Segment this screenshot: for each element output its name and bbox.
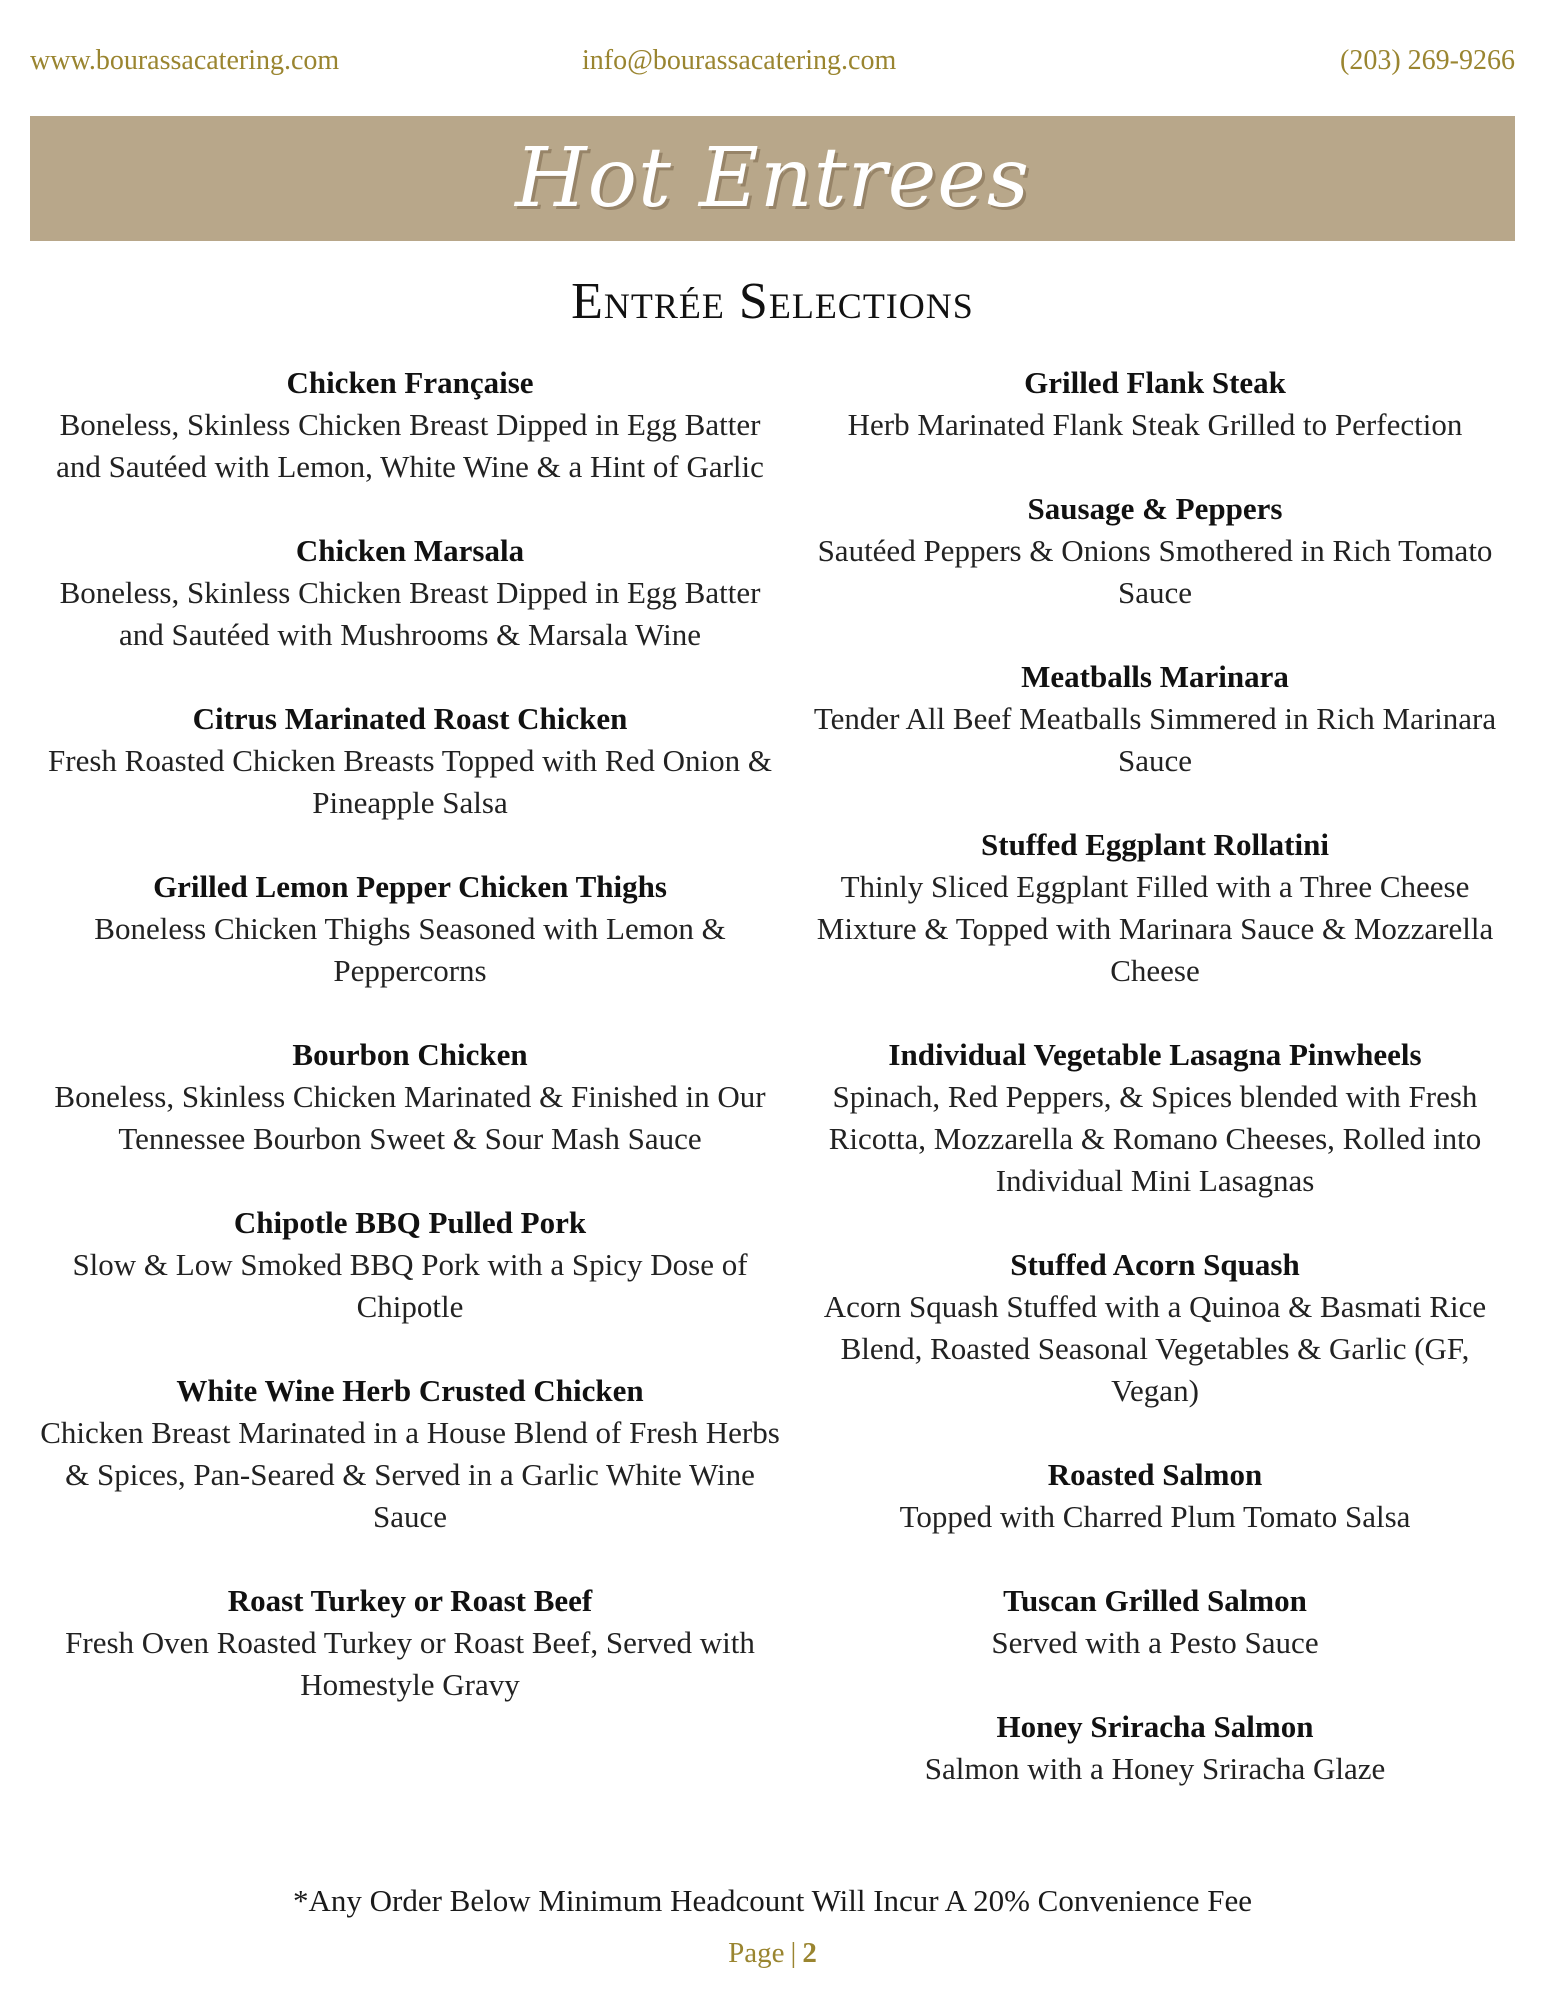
entree-description: Boneless, Skinless Chicken Breast Dipped in Egg Batter and Sautéed with Lemon, White Wine & a Hint of Garlic <box>56 407 764 484</box>
entree-item <box>805 824 1505 992</box>
entree-name: Stuffed Acorn Squash <box>1010 1247 1300 1282</box>
entree-item <box>40 1580 780 1706</box>
entree-item <box>40 698 780 824</box>
entree-item <box>40 1202 780 1328</box>
entree-description: Tender All Beef Meatballs Simmered in Rich Marinara Sauce <box>813 701 1497 778</box>
entree-description: Chicken Breast Marinated in a House Blend of Fresh Herbs & Spices, Pan-Seared & Served in a Garlic White Wine Sauce <box>40 1415 780 1534</box>
section-title: Entrée Selections <box>571 273 974 330</box>
banner-title: Hot Entrees <box>515 131 1030 226</box>
page-label: Page <box>728 1937 785 1969</box>
title-banner <box>30 116 1515 241</box>
phone-number: (203) 269-9266 <box>1340 45 1515 76</box>
entree-item <box>805 1454 1505 1538</box>
page-number-value: 2 <box>802 1937 817 1969</box>
left-menu-column <box>40 362 780 1748</box>
entree-name: Stuffed Eggplant Rollatini <box>981 827 1329 862</box>
entree-description: Sautéed Peppers & Onions Smothered in Rich Tomato Sauce <box>817 533 1493 610</box>
entree-name: Grilled Flank Steak <box>1024 365 1286 400</box>
entree-name: Chipotle BBQ Pulled Pork <box>233 1205 587 1240</box>
entree-item <box>805 362 1505 446</box>
entree-name: Sausage & Peppers <box>1027 491 1283 526</box>
entree-description: Spinach, Red Peppers, & Spices blended with Fresh Ricotta, Mozzarella & Romano Cheeses, Rolled into Individual Mini Lasagnas <box>828 1079 1482 1198</box>
entree-name: Honey Sriracha Salmon <box>996 1709 1314 1744</box>
entree-description: Fresh Roasted Chicken Breasts Topped with Red Onion & Pineapple Salsa <box>48 743 772 820</box>
page-number <box>0 1937 1545 1970</box>
entree-description: Thinly Sliced Eggplant Filled with a Three Cheese Mixture & Topped with Marinara Sauce & Mozzarella Cheese <box>816 869 1494 988</box>
entree-description: Slow & Low Smoked BBQ Pork with a Spicy Dose of Chipotle <box>72 1247 748 1324</box>
entree-item <box>40 866 780 992</box>
entree-description: Served with a Pesto Sauce <box>991 1625 1319 1660</box>
entree-description: Topped with Charred Plum Tomato Salsa <box>899 1499 1411 1534</box>
entree-item <box>805 488 1505 614</box>
entree-item <box>805 656 1505 782</box>
entree-item <box>40 1034 780 1160</box>
entree-name: Tuscan Grilled Salmon <box>1003 1583 1307 1618</box>
entree-name: White Wine Herb Crusted Chicken <box>176 1373 644 1408</box>
entree-description: Boneless, Skinless Chicken Marinated & Finished in Our Tennessee Bourbon Sweet & Sour Mash Sauce <box>54 1079 766 1156</box>
entree-name: Chicken Française <box>286 365 534 400</box>
entree-item <box>805 1034 1505 1202</box>
convenience-fee-note: *Any Order Below Minimum Headcount Will Incur A 20% Convenience Fee <box>293 1883 1252 1918</box>
entree-name: Chicken Marsala <box>295 533 525 568</box>
entree-name: Grilled Lemon Pepper Chicken Thighs <box>153 869 667 904</box>
entree-item <box>805 1244 1505 1412</box>
entree-description: Salmon with a Honey Sriracha Glaze <box>924 1751 1386 1786</box>
entree-item <box>40 362 780 488</box>
entree-name: Bourbon Chicken <box>292 1037 528 1072</box>
entree-name: Roast Turkey or Roast Beef <box>227 1583 593 1618</box>
website-link[interactable]: www.bourassacatering.com <box>30 45 340 76</box>
right-menu-column <box>805 362 1505 1832</box>
entree-description: Boneless Chicken Thighs Seasoned with Lemon & Peppercorns <box>94 911 726 988</box>
entree-description: Herb Marinated Flank Steak Grilled to Perfection <box>847 407 1463 442</box>
entree-description: Fresh Oven Roasted Turkey or Roast Beef, Served with Homestyle Gravy <box>65 1625 755 1702</box>
entree-name: Individual Vegetable Lasagna Pinwheels <box>888 1037 1422 1072</box>
entree-name: Meatballs Marinara <box>1021 659 1289 694</box>
page-separator: | <box>790 1937 797 1969</box>
entree-name: Citrus Marinated Roast Chicken <box>192 701 628 736</box>
entree-item <box>805 1580 1505 1664</box>
entree-item <box>805 1706 1505 1790</box>
entree-description: Acorn Squash Stuffed with a Quinoa & Basmati Rice Blend, Roasted Seasonal Vegetables & Garlic (GF, Vegan) <box>823 1289 1487 1408</box>
entree-item <box>40 1370 780 1538</box>
email-link[interactable]: info@bourassacatering.com <box>582 45 897 76</box>
entree-item <box>40 530 780 656</box>
entree-description: Boneless, Skinless Chicken Breast Dipped in Egg Batter and Sautéed with Mushrooms & Marsala Wine <box>59 575 761 652</box>
entree-name: Roasted Salmon <box>1047 1457 1263 1492</box>
